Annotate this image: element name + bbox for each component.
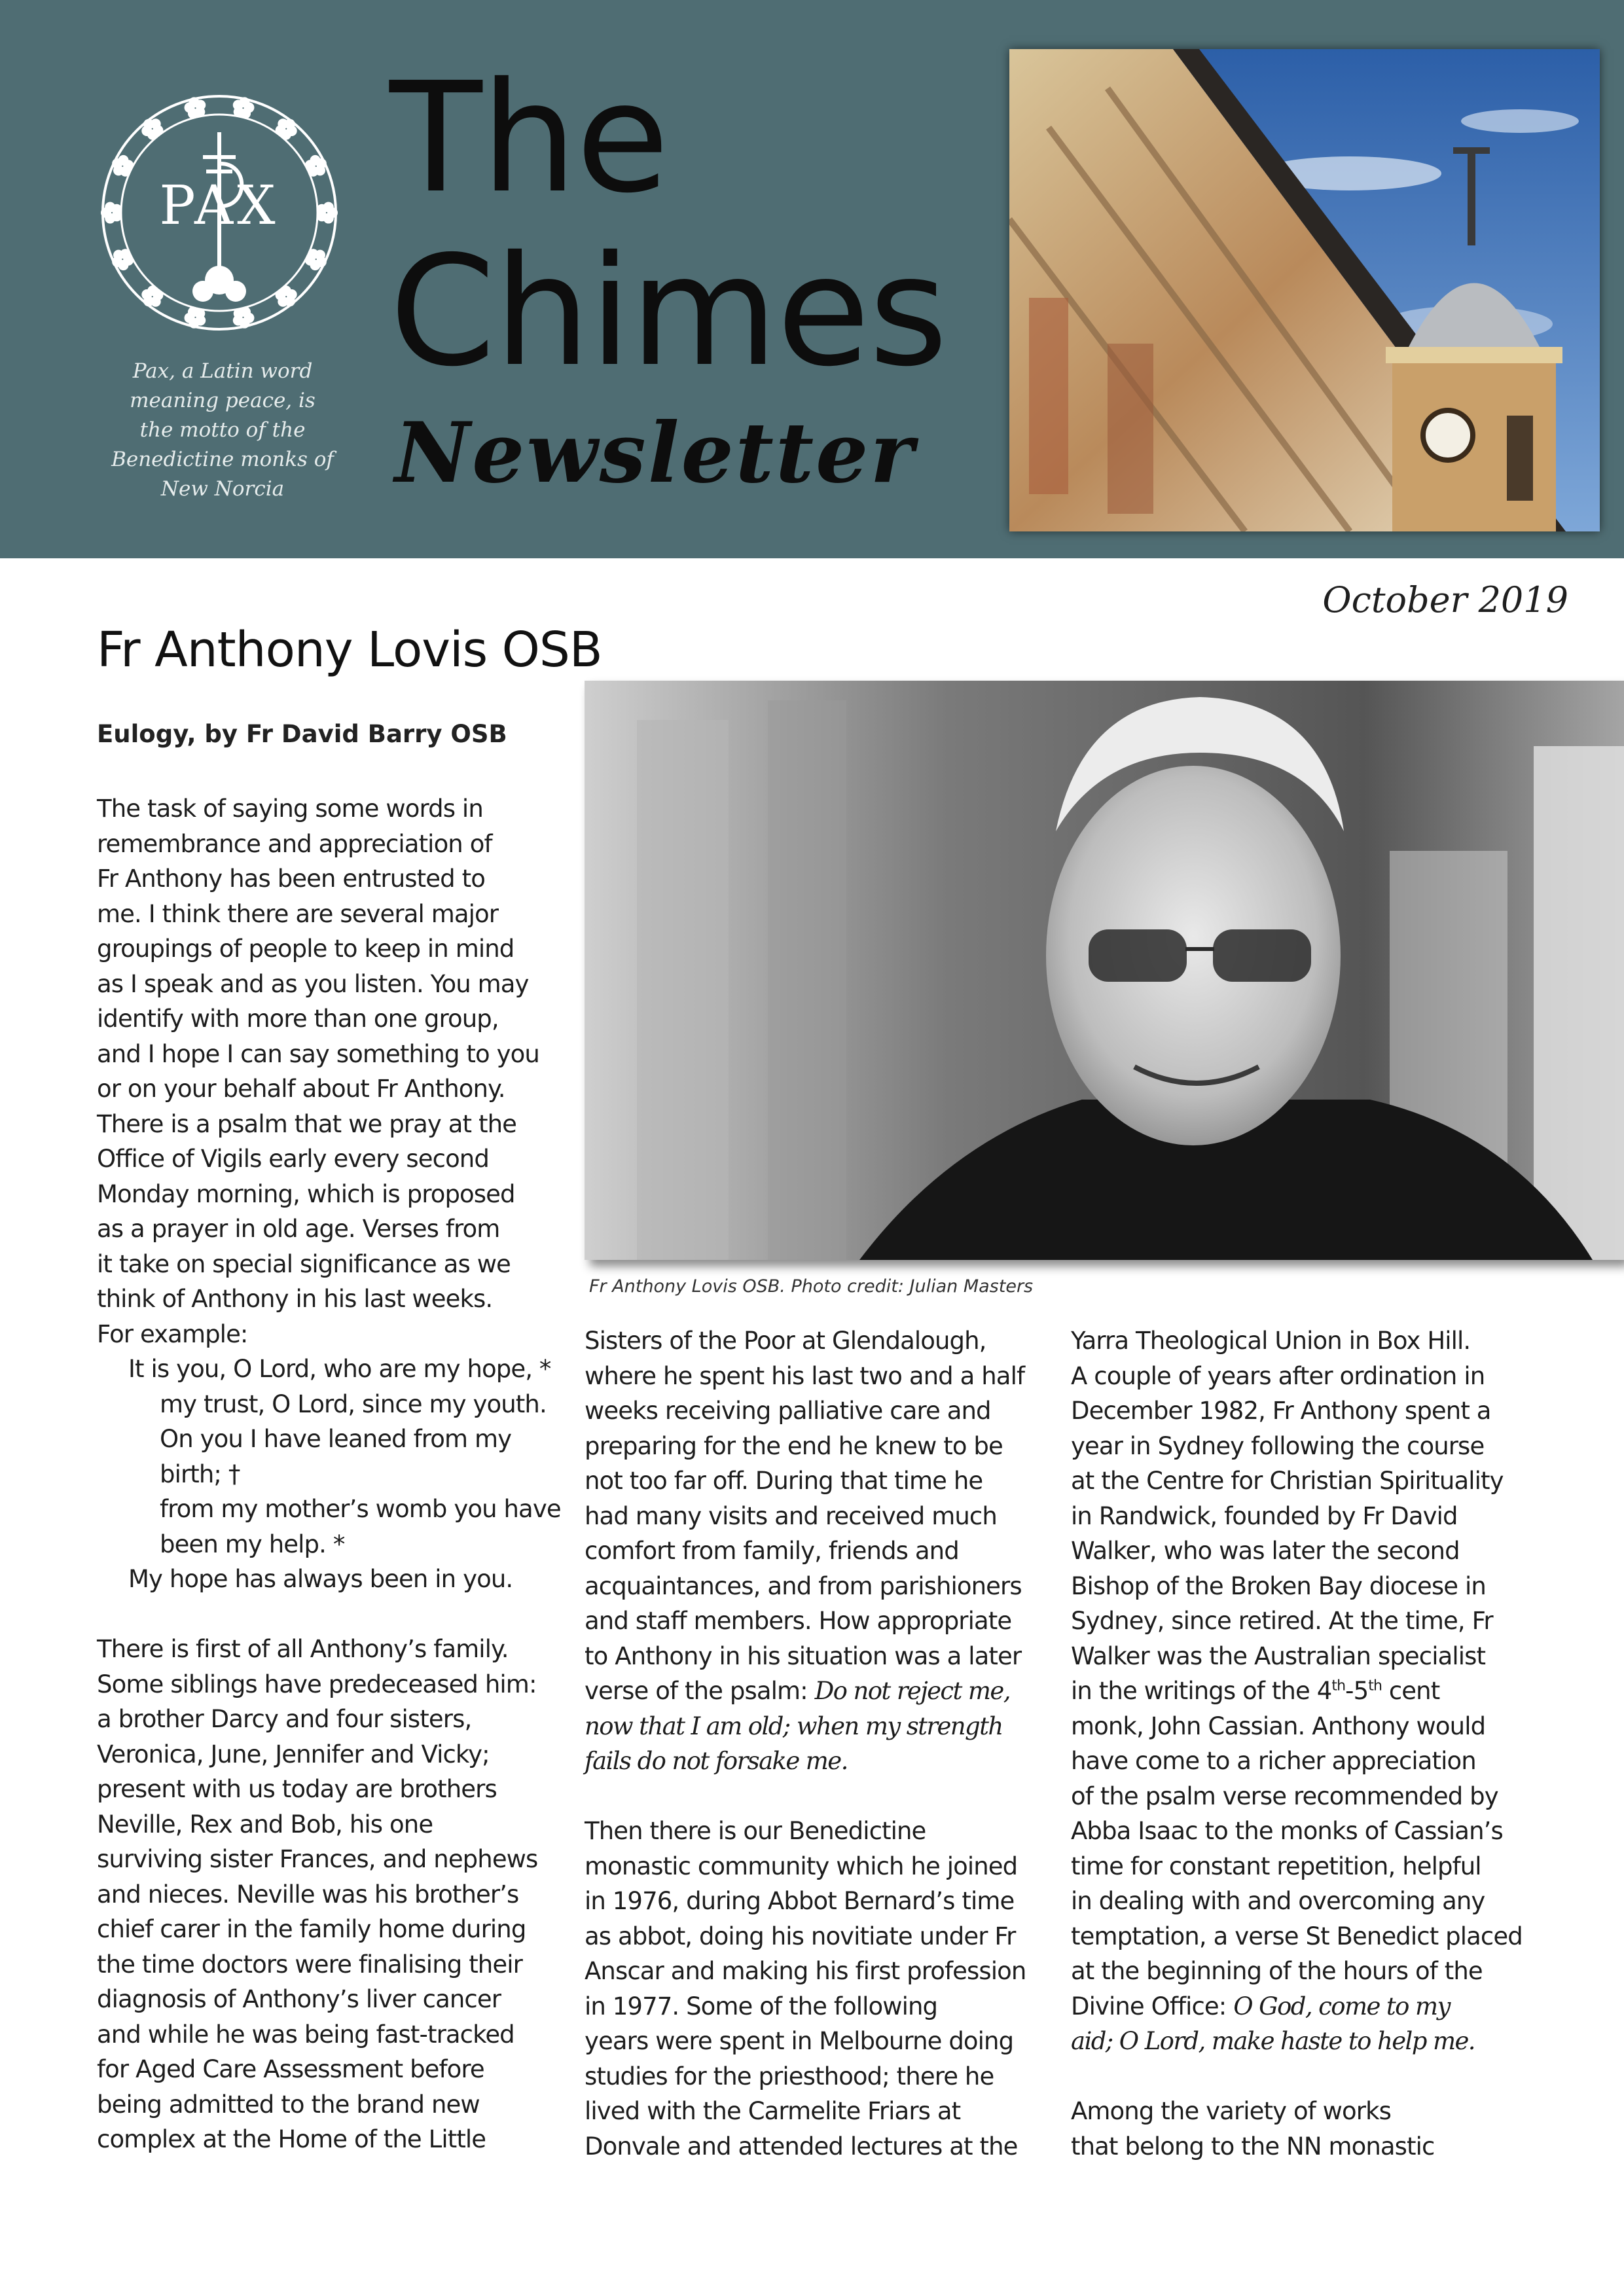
photo-caption: Fr Anthony Lovis OSB. Photo credit: Julian Masters (589, 1276, 1034, 1297)
paragraph-works: Among the variety of works that belong to the NN monastic (1071, 2097, 1435, 2161)
masthead-title-chimes: Chimes (389, 223, 947, 400)
psalm-verse: It is you, O Lord, who are my hope, * my trust, O Lord, since my youth. On you I have leaned from my birth; † from my mother’s womb you have been my help. * My hope has always been in you. (128, 1355, 561, 1593)
pax-wreath-logo (75, 72, 363, 360)
article-column-3 (1071, 1323, 1542, 2164)
paragraph-studies: Yarra Theological Union in Box Hill. A couple of years after ordination in December 1982, Fr Anthony spent a year in Sydney following the course at the Centre for Christian Spirituality in Randwick, founded by Fr David Walker, who was later the second Bishop of the Broken Bay diocese in Sydney, since retired. At the time, Fr Walker was the Australian specialist in the writings of the 4th-5th cent monk, John Cassian. Anthony would have come to a richer appreciation of the psalm verse recommended by Abba Isaac to the monks of Cassian’s time for constant repetition, helpful in dealing with and overcoming any temptation, a verse St Benedict placed at the beginning of the hours of the Divine Office: O God, come to my aid; O Lord, make haste to help me. (1071, 1327, 1523, 2055)
article-column-2 (585, 1323, 1056, 2164)
masthead-subtitle: Newsletter (395, 404, 916, 501)
article-byline: Eulogy, by Fr David Barry OSB (97, 720, 507, 748)
portrait-photo (585, 681, 1624, 1260)
masthead (0, 0, 1624, 558)
paragraph-family: There is first of all Anthony’s family. Some siblings have predeceased him: a brother Darcy and four sisters, Veronica, June, Jennifer and Vicky; present with us today are brothers Neville, Rex and Bob, his one surviving sister Frances, and nephews and nieces. Neville was his brother’s chief carer in the family home during the time doctors were finalising their diagnosis of Anthony’s liver cancer and while he was being fast-tracked for Aged Care Assessment before being admitted to the brand new complex at the Home of the Little (97, 1635, 538, 2153)
issue-date: October 2019 (1322, 579, 1568, 620)
article-column-1 (97, 791, 568, 2157)
paragraph-community: Then there is our Benedictine monastic community which he joined in 1976, during Abbot Bernard’s time as abbot, doing his novitiate under Fr Anscar and making his first profession in 1977. Some of the following years were spent in Melbourne doing studies for the priesthood; there he lived with the Carmelite Friars at Donvale and attended lectures at the (585, 1817, 1026, 2161)
paragraph-palliative-care: Sisters of the Poor at Glendalough, where he spent his last two and a half weeks receiving palliative care and preparing for the end he knew to be not too far off. During that time he had many visits and received much comfort from family, friends and acquaintances, and from parishioners and staff members. How appropriate to Anthony in his situation was a later verse of the psalm: Do not reject me, now that I am old; when my strength fails do not forsake me. (585, 1327, 1025, 1775)
paragraph-intro: The task of saying some words in remembrance and appreciation of Fr Anthony has been entrusted to me. I think there are several major groupings of people to keep in mind as I speak and as you listen. You may identify with more than one group, and I hope I can say something to you or on your behalf about Fr Anthony. There is a psalm that we pray at the Office of Vigils early every second Monday morning, which is proposed as a prayer in old age. Verses from it take on special significance as we think of Anthony in his last weeks. For example: (97, 795, 539, 1348)
article-title: Fr Anthony Lovis OSB (97, 622, 602, 678)
church-bell-tower-photo (1009, 49, 1600, 531)
pax-motto: Pax, a Latin word meaning peace, is the motto of the Benedictine monks of New Norcia (111, 359, 334, 501)
svg-text:PAX: PAX (159, 175, 280, 237)
masthead-title-the: The (389, 50, 668, 226)
